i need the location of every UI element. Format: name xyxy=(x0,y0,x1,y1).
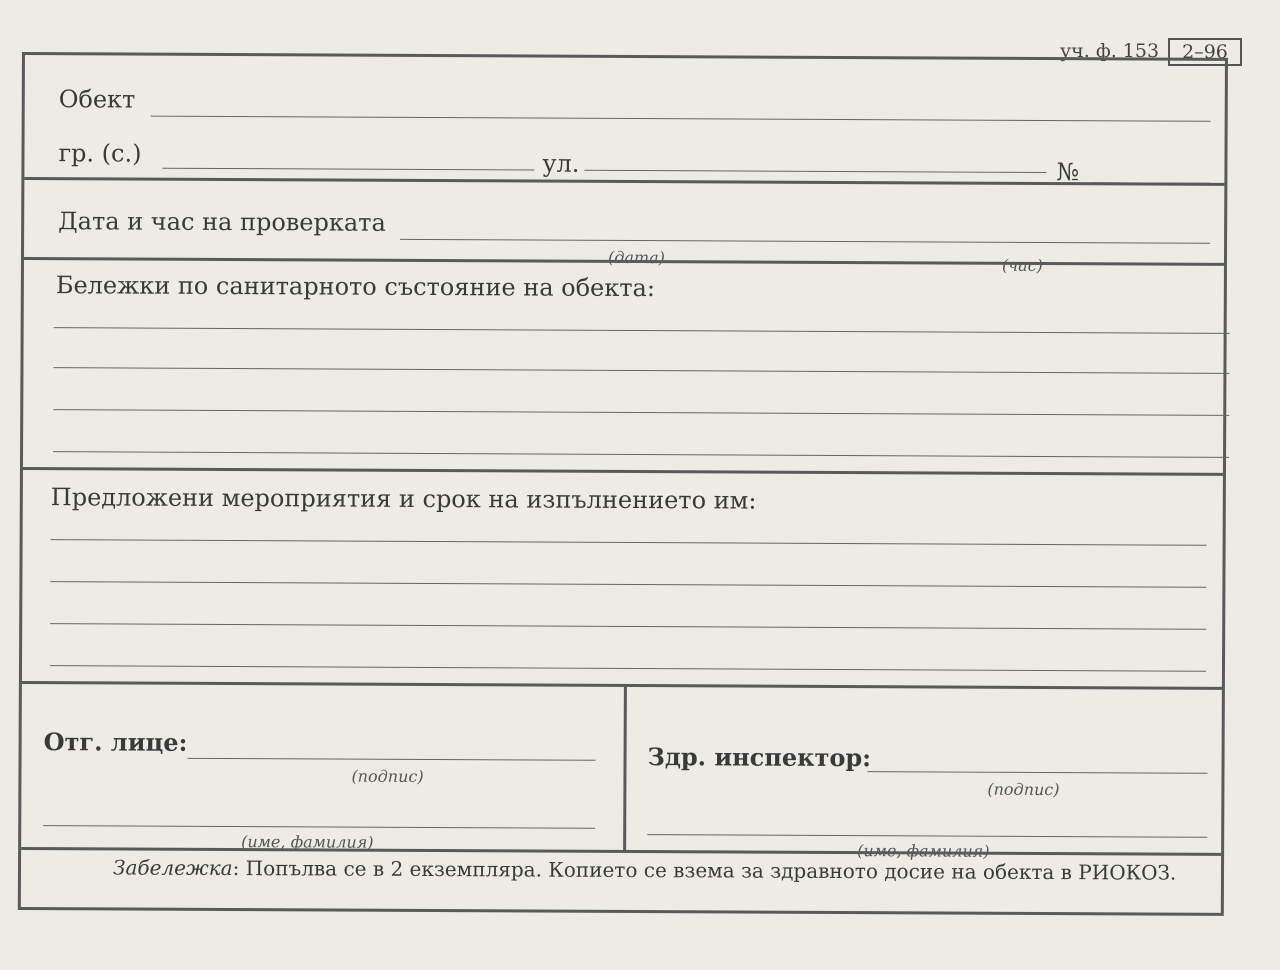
object-field[interactable] xyxy=(151,116,1211,122)
notes-line-4[interactable] xyxy=(53,451,1229,458)
divider-4 xyxy=(22,681,1222,690)
notes-line-1[interactable] xyxy=(54,327,1230,334)
inspection-datetime-field[interactable] xyxy=(400,239,1210,244)
object-label: Обект xyxy=(58,85,136,114)
inspector-signature-field[interactable] xyxy=(867,771,1207,774)
responsible-person-label: Отг. лице: xyxy=(43,727,188,757)
time-caption: (час) xyxy=(1001,255,1043,275)
responsible-signature-caption: (подпис) xyxy=(351,766,424,786)
divider-1 xyxy=(24,177,1224,186)
notes-label: Бележки по санитарното състояние на обекта: xyxy=(55,271,656,303)
city-label: гр. (с.) xyxy=(58,139,142,168)
form-number-box: 2–96 xyxy=(1168,38,1242,66)
responsible-name-caption: (име, фамилия) xyxy=(241,832,374,852)
form-code: уч. ф. 153 xyxy=(1060,40,1160,62)
footer-note-text: : Попълва се в 2 екземпляра. Копието се взема за здравното досие на обекта в РИОКОЗ. xyxy=(232,856,1177,885)
inspector-signature-caption: (подпис) xyxy=(987,779,1060,800)
notes-line-3[interactable] xyxy=(53,409,1229,416)
number-label: № xyxy=(1056,158,1080,187)
signature-divider xyxy=(623,684,627,850)
measures-line-3[interactable] xyxy=(50,623,1206,630)
street-label: ул. xyxy=(542,149,580,178)
measures-line-4[interactable] xyxy=(50,665,1206,672)
measures-line-1[interactable] xyxy=(51,539,1207,546)
measures-label: Предложени мероприятия и срок на изпълнението им: xyxy=(50,483,757,515)
divider-5 xyxy=(21,847,1221,856)
measures-line-2[interactable] xyxy=(50,581,1206,588)
inspector-name-caption: (име, фамилия) xyxy=(857,841,990,861)
street-field[interactable] xyxy=(584,170,1046,173)
responsible-name-field[interactable] xyxy=(43,825,595,829)
notes-line-2[interactable] xyxy=(53,367,1229,374)
inspector-name-field[interactable] xyxy=(647,834,1207,838)
date-caption: (дата) xyxy=(607,247,665,268)
footer-note-prefix: Забележка xyxy=(112,855,233,881)
footer-note xyxy=(113,855,1176,884)
inspection-form xyxy=(18,52,1228,916)
city-field[interactable] xyxy=(162,168,534,171)
inspection-datetime-label: Дата и час на проверката xyxy=(58,207,386,237)
responsible-signature-field[interactable] xyxy=(188,758,596,761)
divider-3 xyxy=(23,467,1223,476)
health-inspector-label: Здр. инспектор: xyxy=(647,742,872,773)
